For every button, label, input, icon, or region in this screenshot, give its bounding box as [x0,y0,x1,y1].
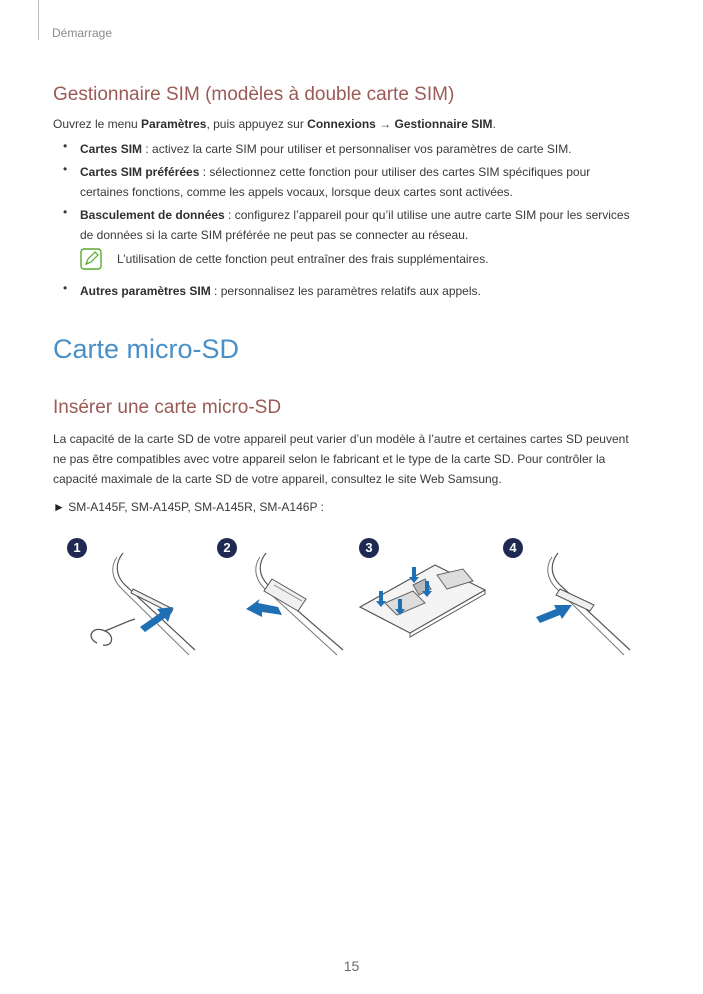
bullet-other-sim-settings: Autres paramètres SIM : personnalisez les paramètres relatifs aux appels. [80,284,481,298]
bullet-dot: • [63,139,68,153]
sim-manager-heading: Gestionnaire SIM (modèles à double carte SIM) [53,84,455,105]
sim-manager-intro: Ouvrez le menu Paramètres, puis appuyez sur Connexions → Gestionnaire SIM. [53,117,496,131]
note-text: L’utilisation de cette fonction peut entraîner des frais supplémentaires. [117,252,489,266]
micro-sd-title: Carte micro-SD [53,334,240,364]
micro-sd-paragraph: La capacité de la carte SD de votre appareil peut varier d’un modèle à l’autre et certaines cartes SD peuvent ne pas être compatibles avec votre appareil selon le fabricant et le type de la carte SD. Pour contrôler la capacité maximale de la carte SD de votre appareil, consultez le site Web Samsung. [53,432,629,486]
bullet-dot: • [63,162,68,176]
insert-micro-sd-heading: Insérer une carte micro-SD [53,397,282,418]
bullet-preferred-sim: Cartes SIM préférées : sélectionnez cette fonction pour utiliser des cartes SIM spécifiques pour certaines fonctions, comme les appels vocaux, lorsque deux cartes sont activées. [80,165,591,199]
step-2-illustration [228,545,348,665]
step-4-badge: 4 [503,538,523,558]
step-4-illustration [520,545,635,665]
page-number: 15 [343,958,360,974]
step-3-illustration [355,555,490,645]
bullet-dot: • [63,281,68,295]
bullet-dot: • [63,205,68,219]
step-1-illustration [85,545,200,665]
note-icon [80,248,102,270]
model-list: ► SM-A145F, SM-A145P, SM-A145R, SM-A146P : [53,500,324,514]
step-2-badge: 2 [217,538,237,558]
arrow-right-icon: ► [53,500,65,514]
margin-rule [38,0,39,40]
bullet-sim-cards: Cartes SIM : activez la carte SIM pour utiliser et personnaliser vos paramètres de carte SIM. [80,142,572,156]
step-1-badge: 1 [67,538,87,558]
bullet-data-switching: Basculement de données : configurez l’appareil pour qu’il utilise une autre carte SIM pour les services de données si la carte SIM préférée ne peut pas se connecter au réseau. [80,208,630,242]
step-3-badge: 3 [359,538,379,558]
section-header: Démarrage [52,26,113,40]
